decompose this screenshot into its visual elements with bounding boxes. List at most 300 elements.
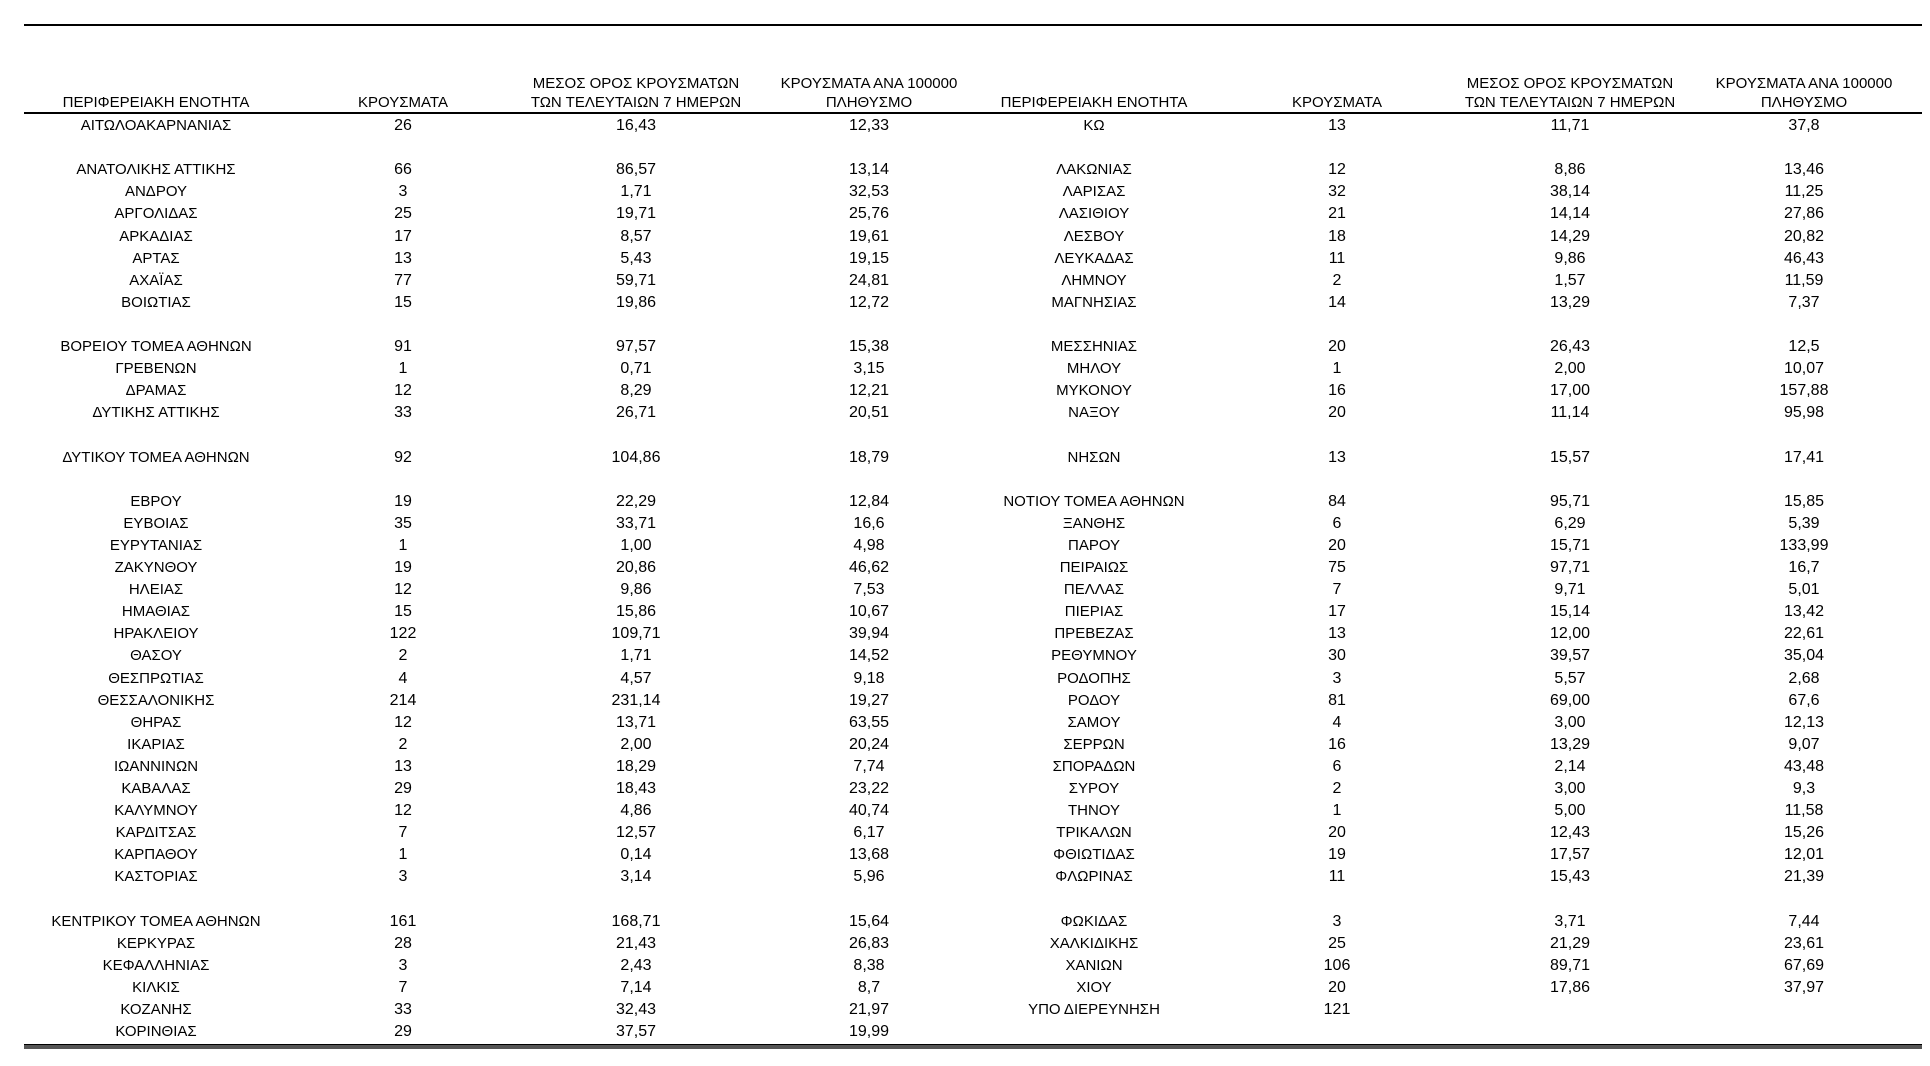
right-cases-cell: 3 [1332, 669, 1342, 687]
right-per-100k-cell: 20,82 [1783, 227, 1825, 245]
right-region-cell: ΧΑΝΙΩΝ [1065, 956, 1123, 974]
left-cases-cell: 28 [394, 934, 412, 952]
right-cases-cell: 13 [1328, 117, 1346, 134]
left-avg-7-days-cell: 86,57 [615, 161, 657, 179]
right-region-cell: ΜΗΛΟΥ [1066, 360, 1122, 378]
left-region-cell: ΚΑΡΠΑΘΟΥ [114, 846, 198, 864]
right-per-100k-cell: 5,01 [1788, 581, 1820, 599]
left-cases-cell: 3 [398, 868, 408, 886]
left-avg-7-days-cell: 1,71 [620, 647, 652, 665]
left-cases-cell: 1 [398, 846, 408, 864]
left-cases-cell: 91 [394, 338, 412, 355]
right-cases-cell: 6 [1332, 757, 1342, 775]
right-cases-cell: 19 [1328, 846, 1346, 864]
right-cases-cell: 20 [1328, 978, 1346, 996]
left-cases-cell: 1 [398, 536, 408, 554]
right-cases-cell: 7 [1332, 581, 1342, 599]
left-avg-7-days-cell: 32,43 [615, 1001, 657, 1018]
left-region-cell: ΚΕΝΤΡΙΚΟΥ ΤΟΜΕΑ ΑΘΗΝΩΝ [51, 912, 261, 930]
right-avg-7-days-cell: 3,00 [1554, 713, 1586, 731]
left-per-100k-cell: 19,27 [848, 691, 890, 709]
right-region-cell: ΡΟΔΟΥ [1067, 691, 1121, 709]
right-cases-cell: 4 [1332, 713, 1342, 731]
right-per-100k-cell: 95,98 [1783, 404, 1825, 422]
right-region-cell: ΝΟΤΙΟΥ ΤΟΜΕΑ ΑΘΗΝΩΝ [1003, 492, 1185, 510]
right-per-100k-cell: 11,58 [1784, 802, 1824, 820]
left-cases-cell: 66 [394, 161, 412, 179]
right-avg-7-days-cell: 95,71 [1549, 492, 1591, 510]
left-region-cell: ΚΟΖΑΝΗΣ [120, 1001, 192, 1018]
right-per-100k-cell: 43,48 [1783, 757, 1825, 775]
right-per-100k-cell: 12,13 [1783, 713, 1825, 731]
right-region-cell: ΛΕΥΚΑΔΑΣ [1054, 249, 1134, 267]
right-per-100k-cell: 12,01 [1783, 846, 1825, 864]
bottom-rule [24, 1044, 1922, 1049]
left-per-100k-cell: 12,33 [848, 117, 890, 134]
left-avg-7-days-cell: 20,86 [615, 559, 657, 576]
right-region-cell: ΠΑΡΟΥ [1067, 536, 1121, 554]
right-cases-cell: 81 [1328, 691, 1346, 709]
right-avg-7-days-cell: 6,29 [1554, 514, 1586, 532]
left-avg-7-days-cell: 22,29 [615, 492, 657, 510]
right-per-100k-cell: 10,07 [1783, 360, 1825, 378]
right-per-100k-cell: 67,6 [1788, 691, 1820, 709]
left-avg-7-days-cell: 26,71 [615, 404, 657, 422]
left-cases-cell: 26 [394, 117, 412, 134]
left-cases-cell: 4 [398, 669, 408, 687]
left-region-cell: ΑΡΤΑΣ [132, 249, 180, 267]
left-avg-7-days-cell: 1,00 [620, 536, 652, 554]
left-region-cell: ΔΥΤΙΚΟΥ ΤΟΜΕΑ ΑΘΗΝΩΝ [62, 448, 250, 466]
right-avg-7-days-cell: 14,29 [1549, 227, 1591, 245]
left-region-cell: ΕΒΡΟΥ [130, 492, 182, 510]
right-avg-7-days-cell: 9,86 [1554, 249, 1586, 267]
left-cases-cell: 29 [394, 780, 412, 797]
right-region-cell: ΣΥΡΟΥ [1068, 780, 1120, 797]
left-per-100k-cell: 20,51 [848, 404, 890, 422]
left-per-100k-cell: 20,24 [848, 735, 890, 753]
right-avg-7-days-cell: 21,29 [1549, 934, 1591, 952]
right-avg-7-days-cell: 89,71 [1549, 956, 1591, 974]
right-avg-7-days-cell: 15,57 [1549, 448, 1591, 466]
right-cases-cell: 30 [1328, 647, 1346, 665]
right-region-cell: ΤΗΝΟΥ [1067, 802, 1121, 820]
left-region-cell: ΗΜΑΘΙΑΣ [121, 603, 191, 621]
right-per-100k-cell: 13,42 [1783, 603, 1825, 621]
left-per-100k-cell: 7,53 [853, 581, 885, 599]
left-per-100k-cell: 21,97 [848, 1001, 890, 1018]
left-region-cell: ΓΡΕΒΕΝΩΝ [115, 360, 197, 378]
left-per-100k-cell: 5,96 [853, 868, 885, 886]
right-avg-7-days-cell: 13,29 [1549, 735, 1591, 753]
left-region-cell: ΚΕΡΚΥΡΑΣ [116, 934, 196, 952]
right-avg-7-days-cell: 5,00 [1554, 802, 1586, 820]
right-region-cell: ΣΕΡΡΩΝ [1063, 735, 1125, 753]
right-region-cell: ΧΙΟΥ [1076, 978, 1112, 996]
right-per-100k-cell: 16,7 [1788, 559, 1820, 576]
left-per-100k-cell: 12,84 [848, 492, 890, 510]
right-cases-cell: 21 [1328, 205, 1346, 223]
left-region-cell: ΕΥΡΥΤΑΝΙΑΣ [109, 536, 203, 554]
left-per-100k-cell: 9,18 [853, 669, 885, 687]
right-avg-7-days-cell: 13,29 [1549, 293, 1591, 311]
right-cases-cell: 13 [1328, 625, 1346, 643]
right-region-cell: ΦΛΩΡΙΝΑΣ [1055, 868, 1133, 886]
left-region-cell: ΕΥΒΟΙΑΣ [123, 514, 189, 532]
left-region-cell: ΙΩΑΝΝΙΝΩΝ [113, 757, 199, 775]
right-cases-cell: 75 [1328, 559, 1346, 576]
right-region-cell: ΡΟΔΟΠΗΣ [1057, 669, 1131, 687]
right-avg-7-days-cell: 17,57 [1549, 846, 1591, 864]
right-per-100k-cell: 15,85 [1783, 492, 1825, 510]
right-cases-cell: 20 [1328, 536, 1346, 554]
right-avg-7-days-cell: 11,71 [1550, 117, 1590, 134]
right-per-100k-cell: 5,39 [1788, 514, 1820, 532]
left-cases-cell: 77 [394, 271, 412, 289]
left-avg-7-days-cell: 16,43 [615, 117, 657, 134]
right-cases-cell: 13 [1328, 448, 1346, 466]
left-region-cell: ΚΑΡΔΙΤΣΑΣ [115, 824, 197, 842]
left-avg-7-days-cell: 13,71 [615, 713, 657, 731]
right-avg-7-days-cell: 97,71 [1549, 559, 1591, 576]
right-per-100k-cell: 37,8 [1788, 117, 1820, 134]
left-cases-cell: 13 [394, 249, 412, 267]
left-cases-cell: 35 [394, 514, 412, 532]
left-cases-cell: 15 [394, 293, 412, 311]
left-cases-cell: 17 [394, 227, 412, 245]
right-avg-7-days-cell: 15,43 [1549, 868, 1591, 886]
left-region-cell: ΙΚΑΡΙΑΣ [127, 735, 185, 753]
left-region-cell: ΑΧΑΪΑΣ [129, 271, 183, 289]
left-avg-7-days-cell: 4,86 [620, 802, 652, 820]
left-per-100k-cell: 12,72 [848, 293, 890, 311]
right-avg-7-days-cell: 14,14 [1549, 205, 1591, 223]
left-avg-7-days-cell: 9,86 [620, 581, 652, 599]
left-per-100k-cell: 12,21 [848, 382, 890, 400]
left-cases-cell: 12 [394, 802, 412, 820]
left-avg-7-days-cell: 0,71 [620, 360, 652, 378]
right-per-100k-cell: 11,59 [1784, 271, 1824, 289]
right-per-100k-cell: 37,97 [1783, 978, 1825, 996]
right-region-cell: ΛΗΜΝΟΥ [1061, 271, 1127, 289]
table-header [24, 70, 1922, 112]
left-region-cell: ΘΕΣΣΑΛΟΝΙΚΗΣ [97, 691, 215, 709]
left-cases-cell: 19 [394, 492, 412, 510]
right-region-cell: ΚΩ [1083, 117, 1105, 134]
left-per-100k-cell: 32,53 [848, 183, 890, 201]
right-per-100k-cell: 46,43 [1783, 249, 1825, 267]
left-region-cell: ΚΕΦΑΛΛΗΝΙΑΣ [102, 956, 210, 974]
left-avg-7-days-cell: 168,71 [611, 912, 661, 930]
right-avg-7-days-cell: 3,71 [1554, 912, 1586, 930]
right-cases-cell: 2 [1332, 780, 1342, 797]
left-per-100k-cell: 19,99 [848, 1023, 890, 1041]
left-per-100k-cell: 6,17 [853, 824, 885, 842]
left-avg-7-days-cell: 8,29 [620, 382, 652, 400]
left-region-cell: ΘΗΡΑΣ [130, 713, 182, 731]
right-per-100k-cell: 11,25 [1784, 183, 1824, 201]
right-avg-7-days-cell: 17,00 [1549, 382, 1591, 400]
left-region-cell: ΖΑΚΥΝΘΟΥ [114, 559, 198, 576]
left-region-cell: ΗΛΕΙΑΣ [128, 581, 184, 599]
right-per-100k-cell: 22,61 [1783, 625, 1825, 643]
left-per-100k-cell: 15,38 [848, 338, 890, 355]
right-avg-7-days-cell: 2,00 [1554, 360, 1586, 378]
left-avg-7-days-cell: 4,57 [620, 669, 652, 687]
left-per-100k-cell: 19,15 [848, 249, 890, 267]
right-region-cell: ΦΘΙΩΤΙΔΑΣ [1053, 846, 1135, 864]
right-cases-cell: 20 [1328, 824, 1346, 842]
right-region-cell: ΠΡΕΒΕΖΑΣ [1054, 625, 1134, 643]
header-7day-avg-left: ΜΕΣΟΣ ΟΡΟΣ ΚΡΟΥΣΜΑΤΩΝ ΤΩΝ ΤΕΛΕΥΤΑΙΩΝ 7 ΗΜΕΡΩΝ [530, 75, 742, 111]
left-per-100k-cell: 13,14 [848, 161, 890, 179]
right-per-100k-cell: 9,3 [1792, 780, 1816, 797]
left-avg-7-days-cell: 59,71 [615, 271, 657, 289]
right-per-100k-cell: 21,39 [1783, 868, 1825, 886]
right-cases-cell: 32 [1328, 183, 1346, 201]
left-region-cell: ΘΑΣΟΥ [130, 647, 182, 665]
left-per-100k-cell: 39,94 [848, 625, 890, 643]
left-avg-7-days-cell: 18,43 [615, 780, 657, 797]
left-region-cell: ΚΑΛΥΜΝΟΥ [114, 802, 198, 820]
right-cases-cell: 16 [1328, 382, 1346, 400]
left-cases-cell: 33 [394, 1001, 412, 1018]
left-cases-cell: 13 [394, 757, 412, 775]
header-region-right: ΠΕΡΙΦΕΡΕΙΑΚΗ ΕΝΟΤΗΤΑ [1000, 94, 1188, 111]
left-cases-cell: 122 [389, 625, 417, 643]
left-region-cell: ΚΙΛΚΙΣ [132, 978, 180, 996]
right-region-cell: ΛΑΚΩΝΙΑΣ [1056, 161, 1132, 179]
left-region-cell: ΔΥΤΙΚΗΣ ΑΤΤΙΚΗΣ [92, 404, 220, 422]
right-per-100k-cell: 9,07 [1788, 735, 1820, 753]
right-cases-cell: 6 [1332, 514, 1342, 532]
right-avg-7-days-cell: 8,86 [1554, 161, 1586, 179]
left-region-cell: ΚΑΣΤΟΡΙΑΣ [114, 868, 198, 886]
top-rule [24, 24, 1922, 26]
left-cases-cell: 214 [389, 691, 417, 709]
right-per-100k-cell: 27,86 [1783, 205, 1825, 223]
right-avg-7-days-cell: 3,00 [1554, 780, 1586, 797]
left-region-cell: ΚΑΒΑΛΑΣ [121, 780, 191, 797]
left-cases-cell: 1 [398, 360, 408, 378]
header-per-100k-left: ΚΡΟΥΣΜΑΤΑ ΑΝΑ 100000 ΠΛΗΘΥΣΜΟ [780, 75, 958, 111]
left-avg-7-days-cell: 2,00 [620, 735, 652, 753]
right-cases-cell: 25 [1328, 934, 1346, 952]
left-cases-cell: 3 [398, 183, 408, 201]
left-per-100k-cell: 16,6 [853, 514, 885, 532]
left-avg-7-days-cell: 21,43 [615, 934, 657, 952]
left-avg-7-days-cell: 0,14 [620, 846, 652, 864]
left-avg-7-days-cell: 19,86 [615, 293, 657, 311]
right-region-cell: ΜΥΚΟΝΟΥ [1056, 382, 1132, 400]
right-cases-cell: 14 [1328, 293, 1346, 311]
left-cases-cell: 15 [394, 603, 412, 621]
right-cases-cell: 1 [1332, 802, 1342, 820]
right-cases-cell: 106 [1323, 956, 1351, 974]
left-per-100k-cell: 13,68 [848, 846, 890, 864]
left-per-100k-cell: 14,52 [848, 647, 890, 665]
left-per-100k-cell: 8,38 [853, 956, 885, 974]
cases-table-sheet [24, 0, 1922, 1066]
left-region-cell: ΒΟΙΩΤΙΑΣ [121, 293, 191, 311]
left-per-100k-cell: 24,81 [848, 271, 890, 289]
right-avg-7-days-cell: 2,14 [1554, 757, 1586, 775]
right-avg-7-days-cell: 11,14 [1550, 404, 1590, 422]
left-avg-7-days-cell: 15,86 [615, 603, 657, 621]
left-per-100k-cell: 3,15 [853, 360, 885, 378]
left-per-100k-cell: 19,61 [848, 227, 890, 245]
header-7day-avg-right: ΜΕΣΟΣ ΟΡΟΣ ΚΡΟΥΣΜΑΤΩΝ ΤΩΝ ΤΕΛΕΥΤΑΙΩΝ 7 ΗΜΕΡΩΝ [1464, 75, 1676, 111]
left-per-100k-cell: 63,55 [848, 713, 890, 731]
right-per-100k-cell: 2,68 [1788, 669, 1820, 687]
right-region-cell: ΛΑΣΙΘΙΟΥ [1058, 205, 1130, 223]
left-per-100k-cell: 10,67 [848, 603, 890, 621]
left-avg-7-days-cell: 8,57 [620, 227, 652, 245]
table-body [24, 114, 1922, 1042]
right-avg-7-days-cell: 39,57 [1549, 647, 1591, 665]
left-cases-cell: 2 [398, 735, 408, 753]
right-cases-cell: 121 [1323, 1001, 1351, 1018]
left-region-cell: ΑΝΑΤΟΛΙΚΗΣ ΑΤΤΙΚΗΣ [76, 161, 236, 179]
left-per-100k-cell: 25,76 [848, 205, 890, 223]
right-per-100k-cell: 7,37 [1788, 293, 1820, 311]
left-cases-cell: 25 [394, 205, 412, 223]
right-region-cell: ΧΑΛΚΙΔΙΚΗΣ [1049, 934, 1139, 952]
left-per-100k-cell: 7,74 [853, 757, 885, 775]
left-per-100k-cell: 15,64 [848, 912, 890, 930]
left-cases-cell: 19 [394, 559, 412, 576]
left-region-cell: ΑΡΓΟΛΙΔΑΣ [114, 205, 198, 223]
header-per-100k-right: ΚΡΟΥΣΜΑΤΑ ΑΝΑ 100000 ΠΛΗΘΥΣΜΟ [1715, 75, 1893, 111]
right-cases-cell: 3 [1332, 912, 1342, 930]
right-cases-cell: 17 [1328, 603, 1346, 621]
right-cases-cell: 16 [1328, 735, 1346, 753]
left-avg-7-days-cell: 19,71 [615, 205, 657, 223]
left-cases-cell: 12 [394, 713, 412, 731]
right-region-cell: ΛΕΣΒΟΥ [1063, 227, 1125, 245]
right-per-100k-cell: 7,44 [1788, 912, 1820, 930]
left-per-100k-cell: 46,62 [848, 559, 890, 576]
left-region-cell: ΘΕΣΠΡΩΤΙΑΣ [108, 669, 204, 687]
right-region-cell: ΣΑΜΟΥ [1067, 713, 1121, 731]
left-per-100k-cell: 4,98 [853, 536, 885, 554]
right-avg-7-days-cell: 15,71 [1549, 536, 1591, 554]
right-region-cell: ΣΠΟΡΑΔΩΝ [1052, 757, 1136, 775]
right-region-cell: ΡΕΘΥΜΝΟΥ [1051, 647, 1137, 665]
right-cases-cell: 20 [1328, 404, 1346, 422]
right-region-cell: ΝΗΣΩΝ [1067, 448, 1121, 466]
right-avg-7-days-cell: 38,14 [1549, 183, 1591, 201]
right-region-cell: ΜΑΓΝΗΣΙΑΣ [1051, 293, 1137, 311]
right-region-cell: ΠΕΙΡΑΙΩΣ [1059, 559, 1129, 576]
right-avg-7-days-cell: 12,43 [1549, 824, 1591, 842]
left-region-cell: ΔΡΑΜΑΣ [125, 382, 187, 400]
right-avg-7-days-cell: 26,43 [1549, 338, 1591, 355]
left-per-100k-cell: 18,79 [848, 448, 890, 466]
header-region-left: ΠΕΡΙΦΕΡΕΙΑΚΗ ΕΝΟΤΗΤΑ [62, 94, 250, 111]
right-region-cell: ΛΑΡΙΣΑΣ [1062, 183, 1126, 201]
right-avg-7-days-cell: 1,57 [1554, 271, 1586, 289]
right-cases-cell: 18 [1328, 227, 1346, 245]
right-per-100k-cell: 133,99 [1779, 536, 1829, 554]
right-avg-7-days-cell: 69,00 [1549, 691, 1591, 709]
left-avg-7-days-cell: 104,86 [611, 448, 661, 466]
left-avg-7-days-cell: 33,71 [615, 514, 657, 532]
left-region-cell: ΗΡΑΚΛΕΙΟΥ [113, 625, 199, 643]
right-region-cell: ΦΩΚΙΔΑΣ [1060, 912, 1128, 930]
right-per-100k-cell: 13,46 [1783, 161, 1825, 179]
left-cases-cell: 12 [394, 382, 412, 400]
left-avg-7-days-cell: 7,14 [620, 978, 652, 996]
right-per-100k-cell: 15,26 [1783, 824, 1825, 842]
left-cases-cell: 92 [394, 448, 412, 466]
right-region-cell: ΝΑΞΟΥ [1068, 404, 1120, 422]
left-avg-7-days-cell: 2,43 [620, 956, 652, 974]
right-avg-7-days-cell: 15,14 [1549, 603, 1591, 621]
left-region-cell: ΑΙΤΩΛΟΑΚΑΡΝΑΝΙΑΣ [80, 117, 232, 134]
left-avg-7-days-cell: 12,57 [615, 824, 657, 842]
right-avg-7-days-cell: 12,00 [1549, 625, 1591, 643]
header-cases-right: ΚΡΟΥΣΜΑΤΑ [1292, 94, 1382, 111]
left-per-100k-cell: 8,7 [857, 978, 881, 996]
left-cases-cell: 7 [398, 824, 408, 842]
right-region-cell: ΜΕΣΣΗΝΙΑΣ [1050, 338, 1138, 355]
left-cases-cell: 2 [398, 647, 408, 665]
right-per-100k-cell: 12,5 [1788, 338, 1820, 355]
left-avg-7-days-cell: 37,57 [615, 1023, 657, 1041]
right-region-cell: ΥΠΟ ΔΙΕΡΕΥΝΗΣΗ [1028, 1001, 1160, 1018]
left-avg-7-days-cell: 97,57 [615, 338, 657, 355]
right-avg-7-days-cell: 17,86 [1549, 978, 1591, 996]
right-avg-7-days-cell: 9,71 [1554, 581, 1586, 599]
right-per-100k-cell: 17,41 [1783, 448, 1825, 466]
right-cases-cell: 11 [1328, 868, 1346, 886]
left-region-cell: ΒΟΡΕΙΟΥ ΤΟΜΕΑ ΑΘΗΝΩΝ [60, 338, 252, 355]
right-per-100k-cell: 35,04 [1783, 647, 1825, 665]
right-per-100k-cell: 23,61 [1783, 934, 1825, 952]
left-avg-7-days-cell: 231,14 [611, 691, 661, 709]
left-cases-cell: 33 [394, 404, 412, 422]
left-cases-cell: 29 [394, 1023, 412, 1041]
left-avg-7-days-cell: 18,29 [615, 757, 657, 775]
right-region-cell: ΞΑΝΘΗΣ [1062, 514, 1126, 532]
left-cases-cell: 3 [398, 956, 408, 974]
right-avg-7-days-cell: 5,57 [1554, 669, 1586, 687]
left-per-100k-cell: 23,22 [848, 780, 890, 797]
right-per-100k-cell: 157,88 [1779, 382, 1829, 400]
left-avg-7-days-cell: 5,43 [620, 249, 652, 267]
right-cases-cell: 84 [1328, 492, 1346, 510]
right-cases-cell: 20 [1328, 338, 1346, 355]
left-avg-7-days-cell: 1,71 [620, 183, 652, 201]
left-region-cell: ΑΝΔΡΟΥ [124, 183, 188, 201]
left-cases-cell: 7 [398, 978, 408, 996]
right-region-cell: ΠΙΕΡΙΑΣ [1064, 603, 1124, 621]
right-region-cell: ΤΡΙΚΑΛΩΝ [1056, 824, 1132, 842]
header-cases-left: ΚΡΟΥΣΜΑΤΑ [358, 94, 448, 111]
left-per-100k-cell: 26,83 [848, 934, 890, 952]
left-cases-cell: 12 [394, 581, 412, 599]
left-cases-cell: 161 [389, 912, 417, 930]
left-region-cell: ΚΟΡΙΝΘΙΑΣ [115, 1023, 197, 1041]
right-region-cell: ΠΕΛΛΑΣ [1063, 581, 1125, 599]
right-cases-cell: 2 [1332, 271, 1342, 289]
right-cases-cell: 12 [1328, 161, 1346, 179]
left-avg-7-days-cell: 3,14 [620, 868, 652, 886]
right-per-100k-cell: 67,69 [1783, 956, 1825, 974]
left-per-100k-cell: 40,74 [848, 802, 890, 820]
left-region-cell: ΑΡΚΑΔΙΑΣ [119, 227, 193, 245]
